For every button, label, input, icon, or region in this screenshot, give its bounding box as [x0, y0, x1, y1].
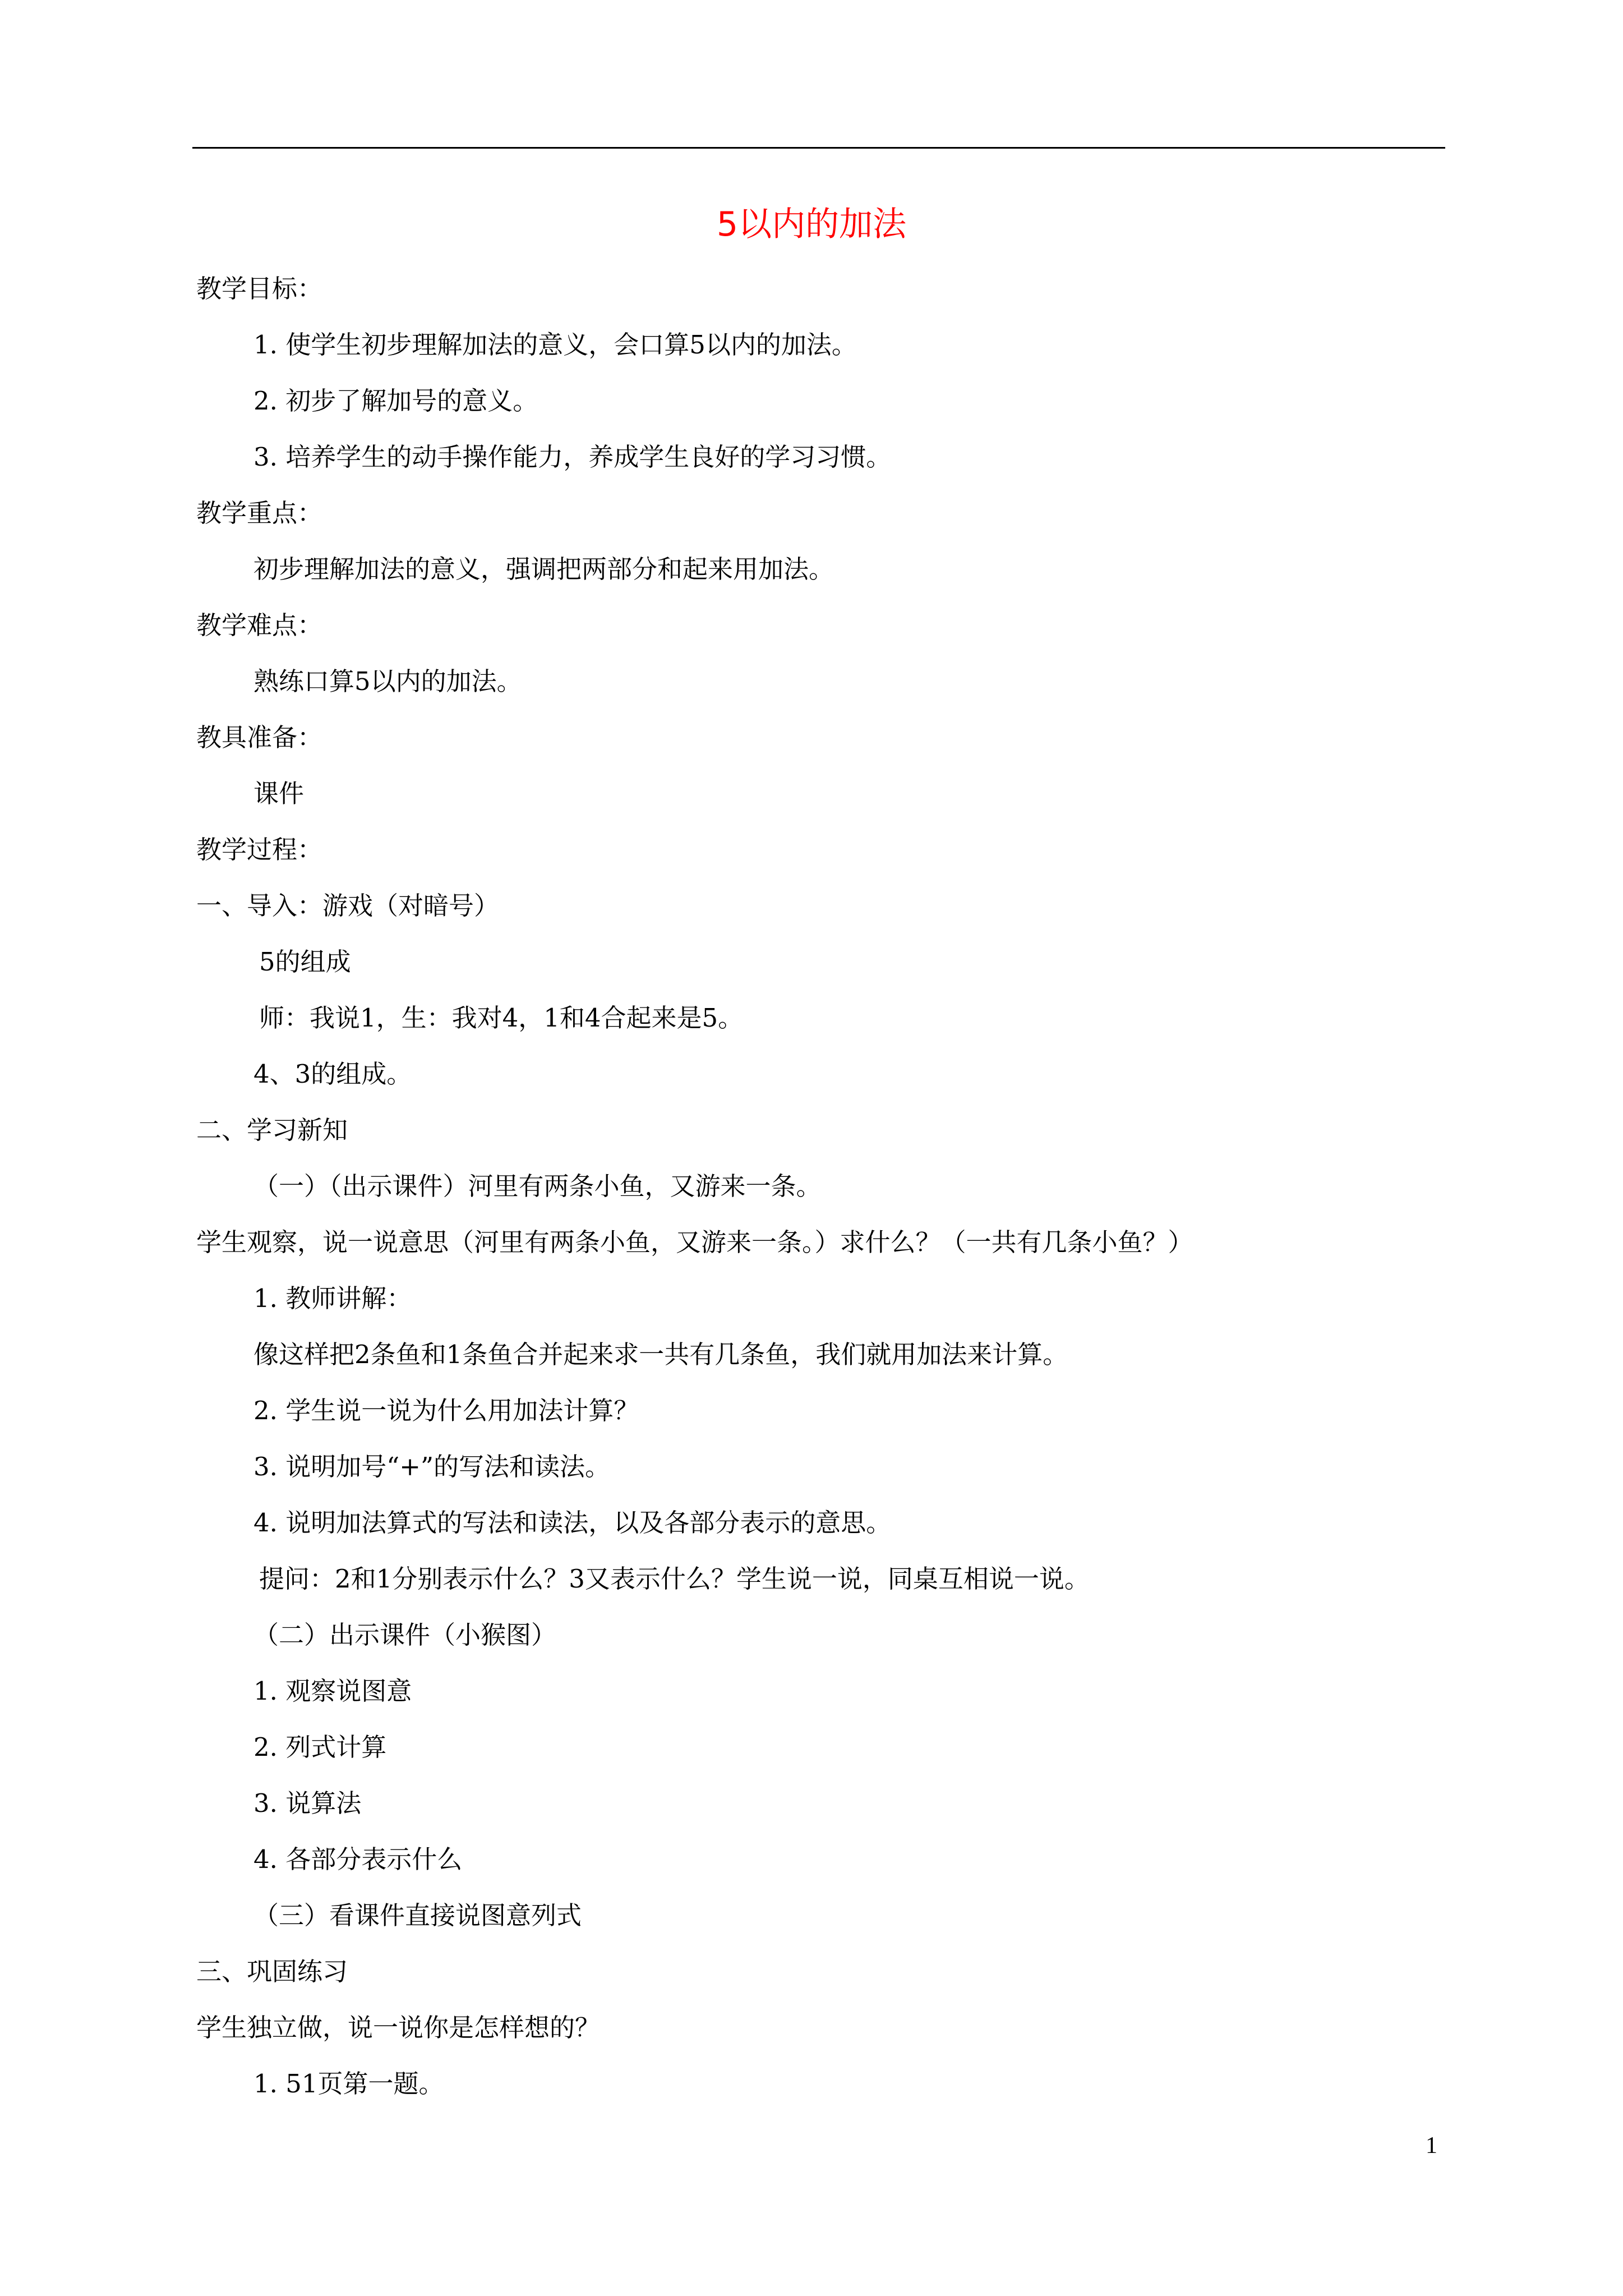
step-1-explanation: 像这样把2条鱼和1条鱼合并起来求一共有几条鱼，我们就用加法来计算。	[253, 1340, 1068, 1369]
practice-item-1: 1. 51页第一题。	[253, 2069, 444, 2099]
subsection-2-heading: （二）出示课件（小猴图）	[253, 1620, 557, 1650]
objective-3: 3. 培养学生的动手操作能力，养成学生良好的学习习惯。	[253, 442, 892, 472]
section-1-line-1: 5的组成	[259, 947, 351, 977]
heading-difficulties: 教学难点：	[196, 610, 323, 640]
header-rule	[192, 147, 1445, 149]
step-2: 2. 学生说一说为什么用加法计算？	[253, 1396, 639, 1425]
heading-key-points: 教学重点：	[196, 498, 323, 528]
section-3-heading: 三、巩固练习	[196, 1957, 348, 1986]
step-3: 3. 说明加号“+”的写法和读法。	[253, 1452, 610, 1481]
section-1-heading: 一、导入：游戏（对暗号）	[196, 891, 500, 921]
step-4: 4. 说明加法算式的写法和读法，以及各部分表示的意思。	[253, 1508, 892, 1538]
observation-text: 学生观察，说一说意思（河里有两条小鱼，又游来一条。）求什么？（一共有几条小鱼？）	[196, 1227, 1193, 1257]
objective-2: 2. 初步了解加号的意义。	[253, 386, 538, 416]
heading-objectives: 教学目标：	[196, 274, 323, 303]
heading-materials: 教具准备：	[196, 723, 323, 752]
subsection-2-step-4: 4. 各部分表示什么	[253, 1844, 463, 1874]
question-text: 提问：2和1分别表示什么？3又表示什么？学生说一说，同桌互相说一说。	[259, 1564, 1090, 1594]
document-title: 5以内的加法	[716, 205, 907, 244]
heading-process: 教学过程：	[196, 835, 323, 864]
section-2-heading: 二、学习新知	[196, 1115, 348, 1145]
page-number: 1	[1426, 2133, 1437, 2159]
section-1-line-2: 师：我说1，生：我对4，1和4合起来是5。	[259, 1003, 744, 1033]
subsection-3-heading: （三）看课件直接说图意列式	[253, 1901, 582, 1930]
subsection-2-step-1: 1. 观察说图意	[253, 1676, 412, 1706]
section-1-line-3: 4、3的组成。	[253, 1059, 412, 1089]
subsection-2-step-3: 3. 说算法	[253, 1788, 362, 1818]
materials-text: 课件	[253, 779, 305, 808]
step-1: 1. 教师讲解：	[253, 1283, 412, 1313]
objective-1: 1. 使学生初步理解加法的意义，会口算5以内的加法。	[253, 330, 857, 360]
subsection-1-heading: （一）（出示课件）河里有两条小鱼，又游来一条。	[253, 1171, 822, 1201]
key-point-text: 初步理解加法的意义，强调把两部分和起来用加法。	[253, 554, 834, 584]
practice-instruction: 学生独立做，说一说你是怎样想的？	[196, 2013, 601, 2042]
difficulty-text: 熟练口算5以内的加法。	[253, 666, 522, 696]
subsection-2-step-2: 2. 列式计算	[253, 1732, 387, 1762]
